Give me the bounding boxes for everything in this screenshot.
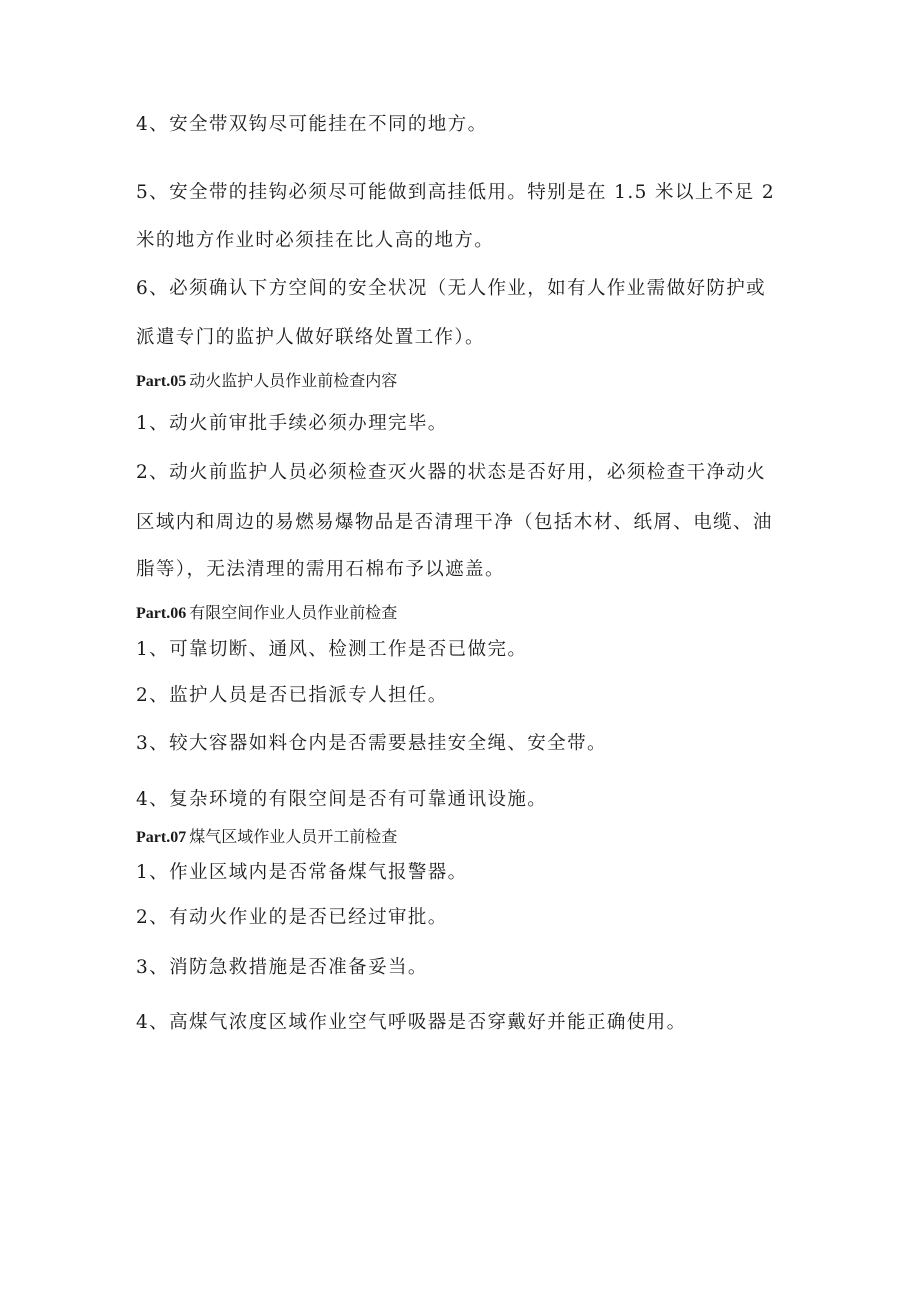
section-title: 煤气区域作业人员开工前检查 [189,827,398,846]
section-part-label: Part.07 [136,829,187,846]
section-part-label: Part.05 [136,373,187,390]
paragraph-line: 米的地方作业时必须挂在比人高的地方。 [136,230,495,251]
paragraph-line: 6、必须确认下方空间的安全状况（无人作业，如有人作业需做好防护或 [136,278,767,299]
section-part-label: Part.06 [136,605,187,622]
paragraph-line: 区域内和周边的易燃易爆物品是否清理干净（包括木材、纸屑、电缆、油 [136,512,773,533]
paragraph-line: 派遣专门的监护人做好联络处置工作）。 [136,327,485,348]
section-title: 动火监护人员作业前检查内容 [189,371,398,390]
paragraph-line: 3、较大容器如料仓内是否需要悬挂安全绳、安全带。 [136,733,607,754]
paragraph-line: 2、监护人员是否已指派专人担任。 [136,685,448,706]
paragraph-line: 脂等），无法清理的需用石棉布予以遮盖。 [136,559,505,580]
paragraph-line: 1、可靠切断、通风、检测工作是否已做完。 [136,639,528,660]
paragraph-line: 2、动火前监护人员必须检查灭火器的状态是否好用，必须检查干净动火 [136,462,767,483]
section-title: 有限空间作业人员作业前检查 [189,603,398,622]
section-heading-part07 [136,826,397,849]
paragraph-line: 4、复杂环境的有限空间是否有可靠通讯设施。 [136,789,548,810]
paragraph-line: 2、有动火作业的是否已经过审批。 [136,907,448,928]
paragraph-line: 5、安全带的挂钩必须尽可能做到高挂低用。特别是在 1.5 米以上不足 2 [136,182,776,203]
paragraph-line: 4、安全带双钩尽可能挂在不同的地方。 [136,114,488,135]
paragraph-line: 1、作业区域内是否常备煤气报警器。 [136,862,468,883]
paragraph-line: 3、消防急救措施是否准备妥当。 [136,957,428,978]
paragraph-line: 4、高煤气浓度区域作业空气呼吸器是否穿戴好并能正确使用。 [136,1012,687,1033]
paragraph-line: 1、动火前审批手续必须办理完毕。 [136,413,448,434]
section-heading-part06 [136,602,397,625]
section-heading-part05 [136,370,397,393]
